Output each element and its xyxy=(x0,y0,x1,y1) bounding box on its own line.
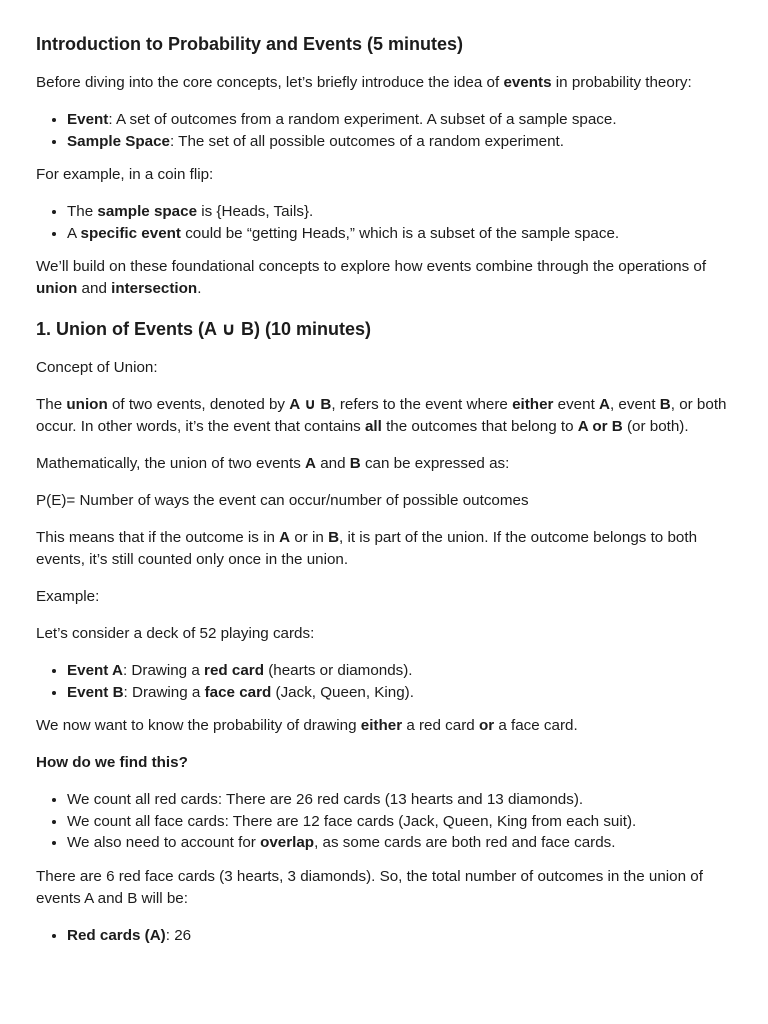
example-label: Example: xyxy=(36,588,100,605)
definition-list xyxy=(36,109,732,152)
intro-closing-paragraph: We’ll build on these foundational concepts to explore how events combine through the operations of union and intersection. xyxy=(36,258,707,297)
intro-paragraph: Before diving into the core concepts, let’s briefly introduce the idea of events in probability theory: xyxy=(36,74,692,91)
list-item: • Event B: Drawing a face card (Jack, Queen, King). xyxy=(67,682,732,704)
list-item: • Event A: Drawing a red card (hearts or diamonds). xyxy=(67,660,732,682)
intro-heading: Introduction to Probability and Events (5 minutes) xyxy=(36,34,464,54)
list-item: • Sample Space: The set of all possible outcomes of a random experiment. xyxy=(67,131,732,153)
event-list xyxy=(36,660,732,703)
counts-list xyxy=(36,925,732,947)
list-item: • We count all face cards: There are 12 face cards (Jack, Queen, King from each suit). xyxy=(67,811,732,833)
union-heading: 1. Union of Events (A ∪ B) (10 minutes) xyxy=(36,319,371,339)
union-definition: The union of two events, denoted by A ∪ B, refers to the event where either event A, event B, or both occur. In other words, it’s the event that contains all the outcomes that belong to A or B (or both). xyxy=(36,396,727,435)
goal-paragraph: We now want to know the probability of drawing either a red card or a face card. xyxy=(36,717,578,734)
coin-example-lead: For example, in a coin flip: xyxy=(36,166,214,183)
formula: P(E)= Number of ways the event can occur/number of possible outcomes xyxy=(36,492,529,509)
union-meaning: This means that if the outcome is in A or in B, it is part of the union. If the outcome belongs to both events, it’s still counted only once in the union. xyxy=(36,529,698,568)
list-item: • Red cards (A): 26 xyxy=(67,925,732,947)
math-lead: Mathematically, the union of two events A and B can be expressed as: xyxy=(36,455,510,472)
how-heading: How do we find this? xyxy=(36,754,188,771)
list-item: • A specific event could be “getting Heads,” which is a subset of the sample space. xyxy=(67,223,732,245)
total-lead: There are 6 red face cards (3 hearts, 3 diamonds). So, the total number of outcomes in the union of events A and B will be: xyxy=(36,867,703,907)
list-item: • Event: A set of outcomes from a random experiment. A subset of a sample space. xyxy=(67,109,732,131)
list-item: • We also need to account for overlap, as some cards are both red and face cards. xyxy=(67,832,732,854)
list-item: • We count all red cards: There are 26 red cards (13 hearts and 13 diamonds). xyxy=(67,789,732,811)
coin-example-list xyxy=(36,201,732,244)
list-item: • The sample space is {Heads, Tails}. xyxy=(67,201,732,223)
steps-list xyxy=(36,789,732,854)
concept-label: Concept of Union: xyxy=(36,359,158,376)
deck-lead: Let’s consider a deck of 52 playing cards: xyxy=(36,625,315,642)
